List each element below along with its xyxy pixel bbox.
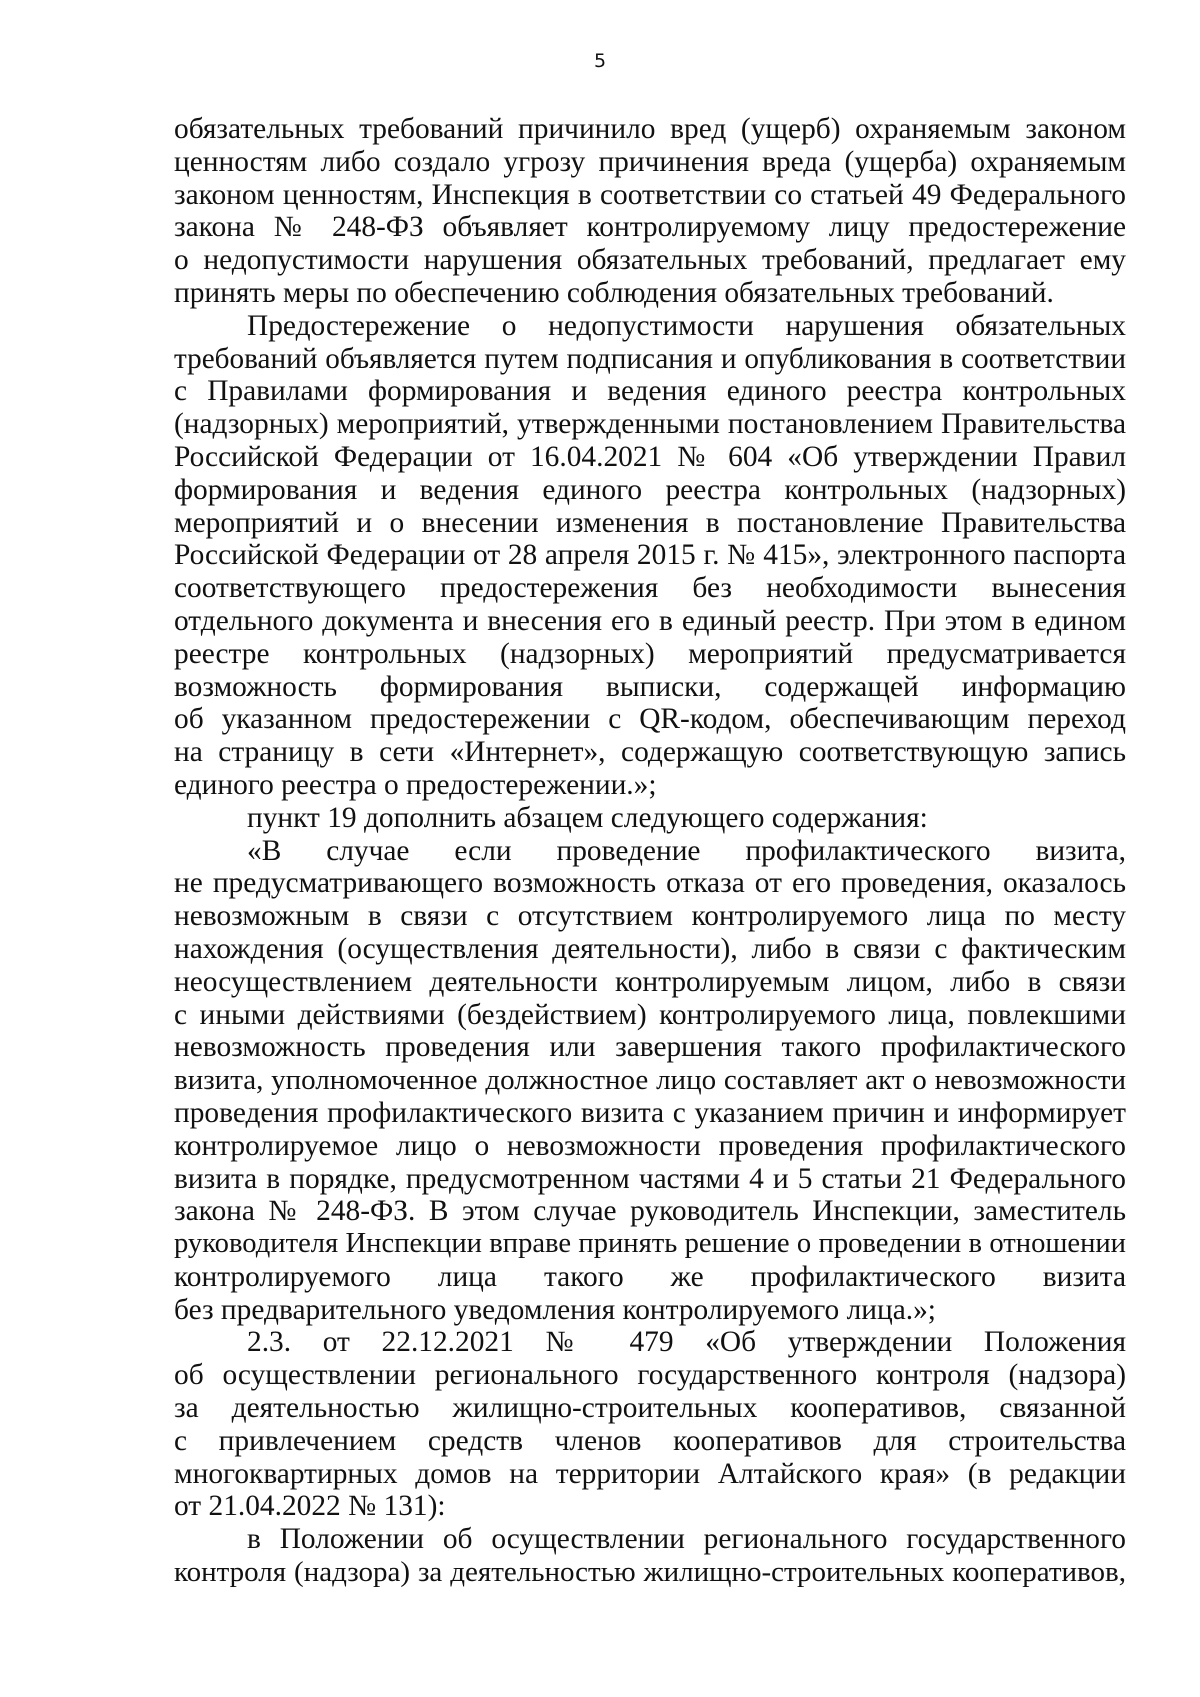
document-body [174, 113, 1126, 1589]
text-line: визита, уполномоченное должностное лицо составляет акт о невозможности [174, 1064, 1126, 1097]
text-line: Российской Федерации от 28 апреля 2015 г. № 415», электронного паспорта [174, 539, 1126, 572]
text-line: единого реестра о предостережении.»; [174, 768, 657, 801]
text-line: за деятельностью жилищно-строительных кооперативов, связанной [174, 1392, 1126, 1425]
text-line: реестре контрольных (надзорных) мероприятий предусматривается [174, 637, 1126, 670]
text-line: не предусматривающего возможность отказа от его проведения, оказалось [174, 867, 1126, 900]
text-line: требований объявляется путем подписания и опубликования в соответствии [174, 342, 1126, 375]
text-line: контролируемого лица такого же профилактического визита [174, 1260, 1126, 1293]
text-line: обязательных требований причинило вред (ущерб) охраняемым законом [174, 113, 1126, 145]
text-line: мероприятий и о внесении изменения в постановление Правительства [174, 506, 1126, 539]
text-line: контролируемое лицо о невозможности проведения профилактического [174, 1129, 1126, 1162]
text-line: закона № 248-ФЗ. В этом случае руководитель Инспекции, заместитель [174, 1195, 1126, 1228]
text-line: пункт 19 дополнить абзацем следующего содержания: [247, 801, 928, 834]
text-line: визита в порядке, предусмотренном частями 4 и 5 статьи 21 Федерального [174, 1162, 1126, 1195]
text-line: без предварительного уведомления контролируемого лица.»; [174, 1293, 936, 1326]
text-line: нахождения (осуществления деятельности), либо в связи с фактическим [174, 932, 1126, 965]
text-line: с Правилами формирования и ведения единого реестра контрольных [174, 375, 1126, 408]
page-number: 5 [593, 50, 607, 72]
text-line: невозможность проведения или завершения такого профилактического [174, 1031, 1126, 1064]
text-line: с привлечением средств членов кооперативов для строительства [174, 1424, 1126, 1457]
text-line: многоквартирных домов на территории Алтайского края» (в редакции [174, 1457, 1126, 1490]
text-line: в Положении об осуществлении регионального государственного [247, 1523, 1126, 1556]
text-line: об указанном предостережении с QR-кодом, обеспечивающим переход [174, 703, 1126, 736]
text-line: закона № 248-ФЗ объявляет контролируемому лицу предостережение [174, 211, 1126, 244]
text-line: на страницу в сети «Интернет», содержащую соответствующую запись [174, 736, 1126, 769]
text-line: ценностям либо создало угрозу причинения вреда (ущерба) охраняемым [174, 145, 1126, 178]
text-line: формирования и ведения единого реестра контрольных (надзорных) [174, 473, 1126, 506]
text-line: с иными действиями (бездействием) контролируемого лица, повлекшими [174, 998, 1126, 1031]
text-line: отдельного документа и внесения его в единый реестр. При этом в едином [174, 604, 1126, 637]
text-line: об осуществлении регионального государственного контроля (надзора) [174, 1359, 1126, 1392]
text-line: невозможным в связи с отсутствием контролируемого лица по месту [174, 900, 1126, 933]
text-line: неосуществлением деятельности контролируемым лицом, либо в связи [174, 965, 1126, 998]
text-line: руководителя Инспекции вправе принять решение о проведении в отношении [174, 1228, 1126, 1260]
text-line: (надзорных) мероприятий, утвержденными постановлением Правительства [174, 408, 1126, 441]
text-line: принять меры по обеспечению соблюдения обязательных требований. [174, 276, 1054, 309]
text-line: проведения профилактического визита с указанием причин и информирует [174, 1096, 1126, 1129]
text-line: Российской Федерации от 16.04.2021 № 604 «Об утверждении Правил [174, 440, 1126, 473]
text-line: законом ценностям, Инспекция в соответствии со статьей 49 Федерального [174, 178, 1126, 211]
text-line: «В случае если проведение профилактического визита, [247, 834, 1126, 867]
text-line: контроля (надзора) за деятельностью жилищно-строительных кооперативов, [174, 1556, 1126, 1589]
text-line: возможность формирования выписки, содержащей информацию [174, 670, 1126, 703]
text-line: о недопустимости нарушения обязательных требований, предлагает ему [174, 244, 1126, 277]
text-line: от 21.04.2022 № 131): [174, 1490, 446, 1523]
text-line: Предостережение о недопустимости нарушения обязательных [247, 309, 1126, 342]
text-line: 2.3. от 22.12.2021 № 479 «Об утверждении Положения [247, 1326, 1126, 1359]
text-line: соответствующего предостережения без необходимости вынесения [174, 572, 1126, 605]
